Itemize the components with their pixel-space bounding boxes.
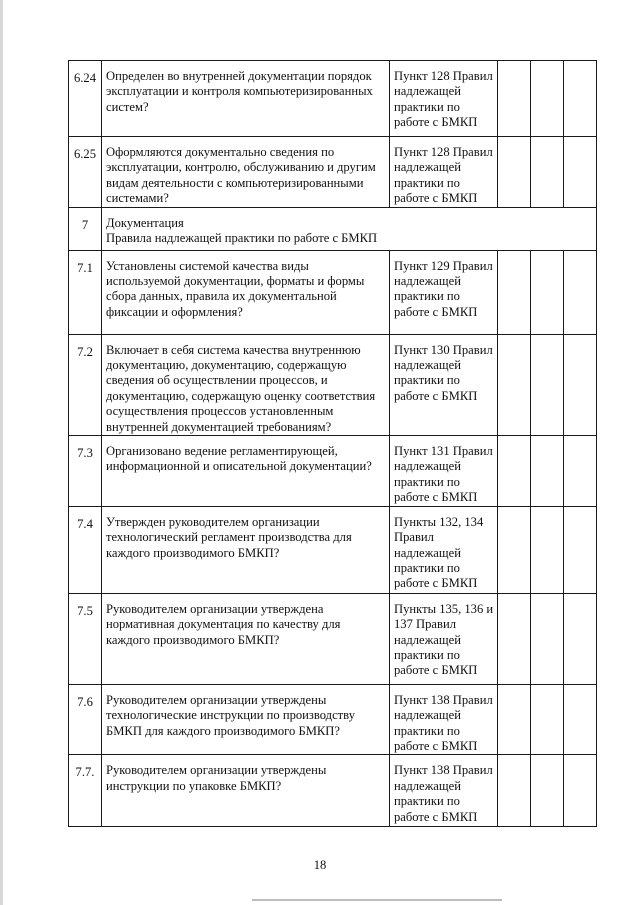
scan-artifact	[252, 899, 502, 901]
answer-cell-no[interactable]	[531, 436, 564, 507]
row-number: 7.4	[69, 506, 102, 593]
table-row	[69, 61, 597, 137]
row-question: Определен во внутренней документации порядок эксплуатации и контроля компьютеризированных систем?	[102, 61, 390, 137]
row-number: 7.1	[69, 250, 102, 334]
section-heading: Документация	[106, 215, 184, 230]
table-row	[69, 250, 597, 334]
row-reference: Пункт 131 Правил надлежащей практики по работе с БМКП	[390, 436, 498, 507]
row-number: 7.3	[69, 436, 102, 507]
row-number: 7.5	[69, 593, 102, 684]
section-title	[102, 207, 597, 250]
answer-cell-note[interactable]	[564, 137, 597, 208]
answer-cell-no[interactable]	[531, 250, 564, 334]
row-number: 6.24	[69, 61, 102, 137]
answer-cell-yes[interactable]	[498, 250, 531, 334]
row-question: Установлены системой качества виды используемой документации, форматы и формы сбора данных, правила их документальной фиксации и оформления?	[102, 250, 390, 334]
answer-cell-no[interactable]	[531, 684, 564, 755]
page-number: 18	[313, 858, 327, 872]
answer-cell-yes[interactable]	[498, 684, 531, 755]
answer-cell-no[interactable]	[531, 61, 564, 137]
row-number: 7.2	[69, 334, 102, 435]
answer-cell-note[interactable]	[564, 436, 597, 507]
answer-cell-note[interactable]	[564, 250, 597, 334]
answer-cell-yes[interactable]	[498, 593, 531, 684]
answer-cell-no[interactable]	[531, 506, 564, 593]
row-reference: Пункт 130 Правил надлежащей практики по работе с БМКП	[390, 334, 498, 435]
answer-cell-note[interactable]	[564, 755, 597, 827]
row-reference: Пункты 135, 136 и 137 Правил надлежащей практики по работе с БМКП	[390, 593, 498, 684]
row-question: Руководителем организации утверждена нормативная документация по качеству для каждого производимого БМКП?	[102, 593, 390, 684]
table-row	[69, 684, 597, 755]
row-question: Оформляются документально сведения по эксплуатации, контролю, обслуживанию и другим видам деятельности с компьютеризированными системами?	[102, 137, 390, 208]
document-page	[68, 60, 597, 827]
checklist-table	[68, 60, 597, 827]
row-reference: Пункт 128 Правил надлежащей практики по работе с БМКП	[390, 137, 498, 208]
row-question: Включает в себя система качества внутреннюю документацию, документацию, содержащую сведения об осуществлении процессов, и документацию, содержащую оценку соответствия осуществления процессов установленным внутренней документацией требованиям?	[102, 334, 390, 435]
row-number: 7.7.	[69, 755, 102, 827]
table-row	[69, 593, 597, 684]
table-row	[69, 755, 597, 827]
row-question: Организовано ведение регламентирующей, информационной и описательной документации?	[102, 436, 390, 507]
row-reference: Пункты 132, 134 Правил надлежащей практики по работе с БМКП	[390, 506, 498, 593]
row-question: Руководителем организации утверждены инструкции по упаковке БМКП?	[102, 755, 390, 827]
answer-cell-yes[interactable]	[498, 436, 531, 507]
answer-cell-note[interactable]	[564, 61, 597, 137]
page-edge	[0, 0, 3, 905]
table-row	[69, 506, 597, 593]
table-row	[69, 137, 597, 208]
row-reference: Пункт 138 Правил надлежащей практики по работе с БМКП	[390, 684, 498, 755]
section-number: 7	[69, 207, 102, 250]
answer-cell-no[interactable]	[531, 755, 564, 827]
table-row	[69, 436, 597, 507]
answer-cell-yes[interactable]	[498, 137, 531, 208]
row-question: Руководителем организации утверждены технологические инструкции по производству БМКП для каждого производимого БМКП?	[102, 684, 390, 755]
answer-cell-yes[interactable]	[498, 61, 531, 137]
answer-cell-yes[interactable]	[498, 506, 531, 593]
row-question: Утвержден руководителем организации технологический регламент производства для каждого производимого БМКП?	[102, 506, 390, 593]
answer-cell-no[interactable]	[531, 593, 564, 684]
answer-cell-no[interactable]	[531, 334, 564, 435]
row-reference: Пункт 138 Правил надлежащей практики по работе с БМКП	[390, 755, 498, 827]
answer-cell-note[interactable]	[564, 506, 597, 593]
answer-cell-yes[interactable]	[498, 334, 531, 435]
answer-cell-no[interactable]	[531, 137, 564, 208]
answer-cell-note[interactable]	[564, 334, 597, 435]
row-reference: Пункт 128 Правил надлежащей практики по работе с БМКП	[390, 61, 498, 137]
section-subheading: Правила надлежащей практики по работе с БМКП	[106, 231, 378, 246]
row-reference: Пункт 129 Правил надлежащей практики по работе с БМКП	[390, 250, 498, 334]
section-row	[69, 207, 597, 250]
answer-cell-note[interactable]	[564, 684, 597, 755]
answer-cell-yes[interactable]	[498, 755, 531, 827]
row-number: 6.25	[69, 137, 102, 208]
answer-cell-note[interactable]	[564, 593, 597, 684]
row-number: 7.6	[69, 684, 102, 755]
table-row	[69, 334, 597, 435]
